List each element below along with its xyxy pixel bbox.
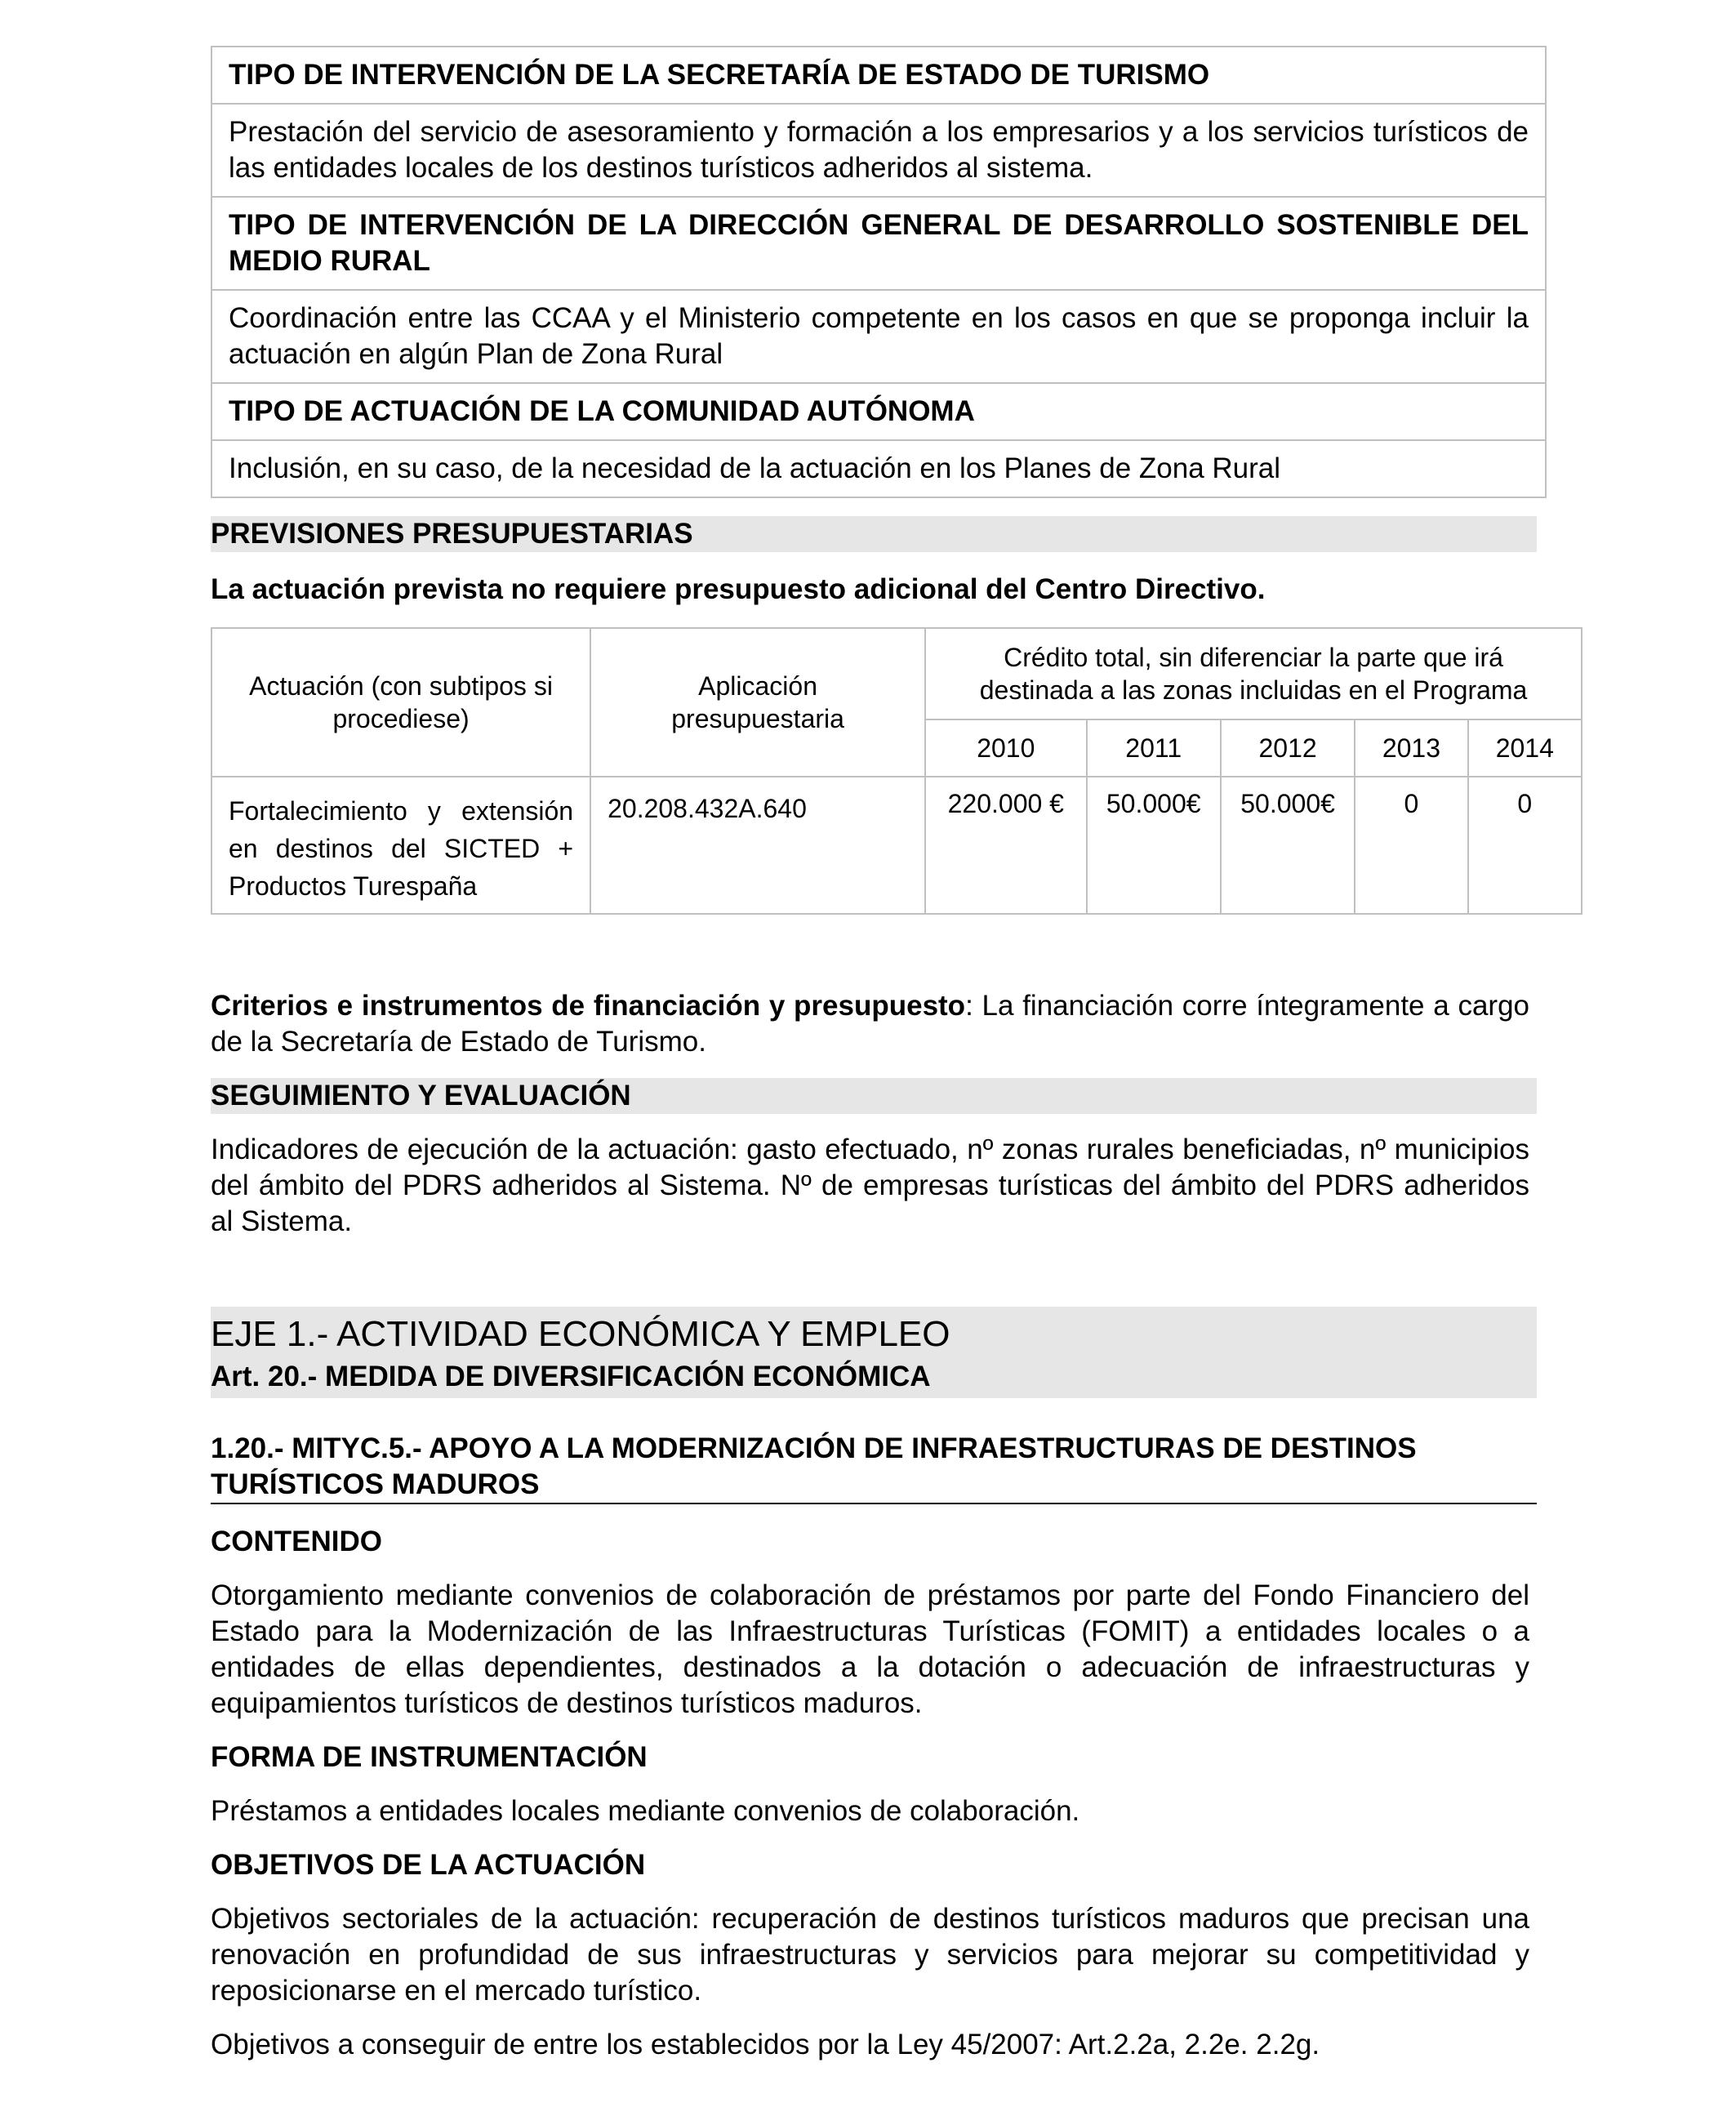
criterios-paragraph	[211, 988, 1529, 1060]
contenido-title: CONTENIDO	[211, 1526, 382, 1557]
section-title-presupuestarias: PREVISIONES PRESUPUESTARIAS	[211, 516, 1537, 552]
forma-text: Préstamos a entidades locales mediante convenios de colaboración.	[211, 1795, 1080, 1827]
budget-table	[211, 627, 1582, 915]
budget-value: 220.000 €	[925, 777, 1086, 914]
seguimiento-text: Indicadores de ejecución de la actuación: gasto efectuado, nº zonas rurales beneficiadas, nº municipios del ámbito del PDRS adheridos al Sistema. Nº de empresas turísticas del ámbito del PDRS adheridos al Sistema.	[211, 1134, 1529, 1237]
year-header: 2011	[1087, 719, 1221, 777]
budget-row-aplicacion: 20.208.432A.640	[590, 777, 925, 914]
col-header-aplicacion: Aplicación presupuestaria	[590, 628, 925, 777]
intervention-table	[211, 46, 1547, 498]
intervention-heading-turismo: TIPO DE INTERVENCIÓN DE LA SECRETARÍA DE ESTADO DE TURISMO	[211, 47, 1546, 104]
intervention-text-medio-rural: Coordinación entre las CCAA y el Ministerio competente en los casos en que se proponga incluir la actuación en algún Plan de Zona Rural	[211, 290, 1546, 383]
eje-banner	[211, 1307, 1537, 1398]
budget-note: La actuación prevista no requiere presupuesto adicional del Centro Directivo.	[211, 573, 1266, 605]
year-header: 2013	[1355, 719, 1467, 777]
budget-value: 50.000€	[1087, 777, 1221, 914]
intervention-text-ccaa: Inclusión, en su caso, de la necesidad de la actuación en los Planes de Zona Rural	[211, 440, 1546, 497]
col-header-actuacion: Actuación (con subtipos si procediese)	[211, 628, 590, 777]
intervention-text-turismo: Prestación del servicio de asesoramiento y formación a los empresarios y a los servicios turísticos de las entidades locales de los destinos turísticos adheridos al sistema.	[211, 104, 1546, 197]
intervention-heading-ccaa: TIPO DE ACTUACIÓN DE LA COMUNIDAD AUTÓNOMA	[211, 383, 1546, 440]
objetivos-text-2: Objetivos a conseguir de entre los establecidos por la Ley 45/2007: Art.2.2a, 2.2e. 2.2g.	[211, 2029, 1320, 2060]
objetivos-text-1: Objetivos sectoriales de la actuación: recuperación de destinos turísticos maduros que precisan una renovación en profundidad de sus infraestructuras y servicios para mejorar su competitividad y reposicionarse en el mercado turístico.	[211, 1903, 1529, 2007]
eje-article: Art. 20.- MEDIDA DE DIVERSIFICACIÓN ECONÓMICA	[211, 1361, 931, 1392]
contenido-text: Otorgamiento mediante convenios de colaboración de préstamos por parte del Fondo Financiero del Estado para la Modernización de las Infraestructuras Turísticas (FOMIT) a entidades locales o a entidades de ellas dependientes, destinados a la dotación o adecuación de infraestructuras y equipamientos turísticos de destinos turísticos maduros.	[211, 1579, 1529, 1719]
year-header: 2010	[925, 719, 1086, 777]
criterios-label: Criterios e instrumentos de financiación y presupuesto	[211, 990, 966, 1022]
year-header: 2014	[1468, 719, 1582, 777]
budget-value: 0	[1355, 777, 1467, 914]
measure-title-block	[211, 1431, 1537, 1504]
budget-row-actuacion: Fortalecimiento y extensión en destinos del SICTED + Productos Turespaña	[211, 777, 590, 914]
eje-title: EJE 1.- ACTIVIDAD ECONÓMICA Y EMPLEO	[211, 1314, 950, 1354]
objetivos-title: OBJETIVOS DE LA ACTUACIÓN	[211, 1849, 646, 1881]
criterios-text: : La financiación corre íntegramente a cargo de la Secretaría de Estado de Turismo.	[211, 990, 1530, 1058]
document-page	[211, 46, 1554, 2063]
section-title-seguimiento: SEGUIMIENTO Y EVALUACIÓN	[211, 1078, 1537, 1114]
col-header-credito: Crédito total, sin diferenciar la parte que irá destinada a las zonas incluidas en el Programa	[925, 628, 1582, 719]
forma-title: FORMA DE INSTRUMENTACIÓN	[211, 1741, 648, 1773]
measure-title: 1.20.- MITYC.5.- APOYO A LA MODERNIZACIÓN DE INFRAESTRUCTURAS DE DESTINOS TURÍSTICOS MADUROS	[211, 1432, 1417, 1500]
budget-value: 0	[1468, 777, 1582, 914]
intervention-heading-medio-rural: TIPO DE INTERVENCIÓN DE LA DIRECCIÓN GENERAL DE DESARROLLO SOSTENIBLE DEL MEDIO RURAL	[211, 197, 1546, 290]
year-header: 2012	[1221, 719, 1355, 777]
budget-value: 50.000€	[1221, 777, 1355, 914]
